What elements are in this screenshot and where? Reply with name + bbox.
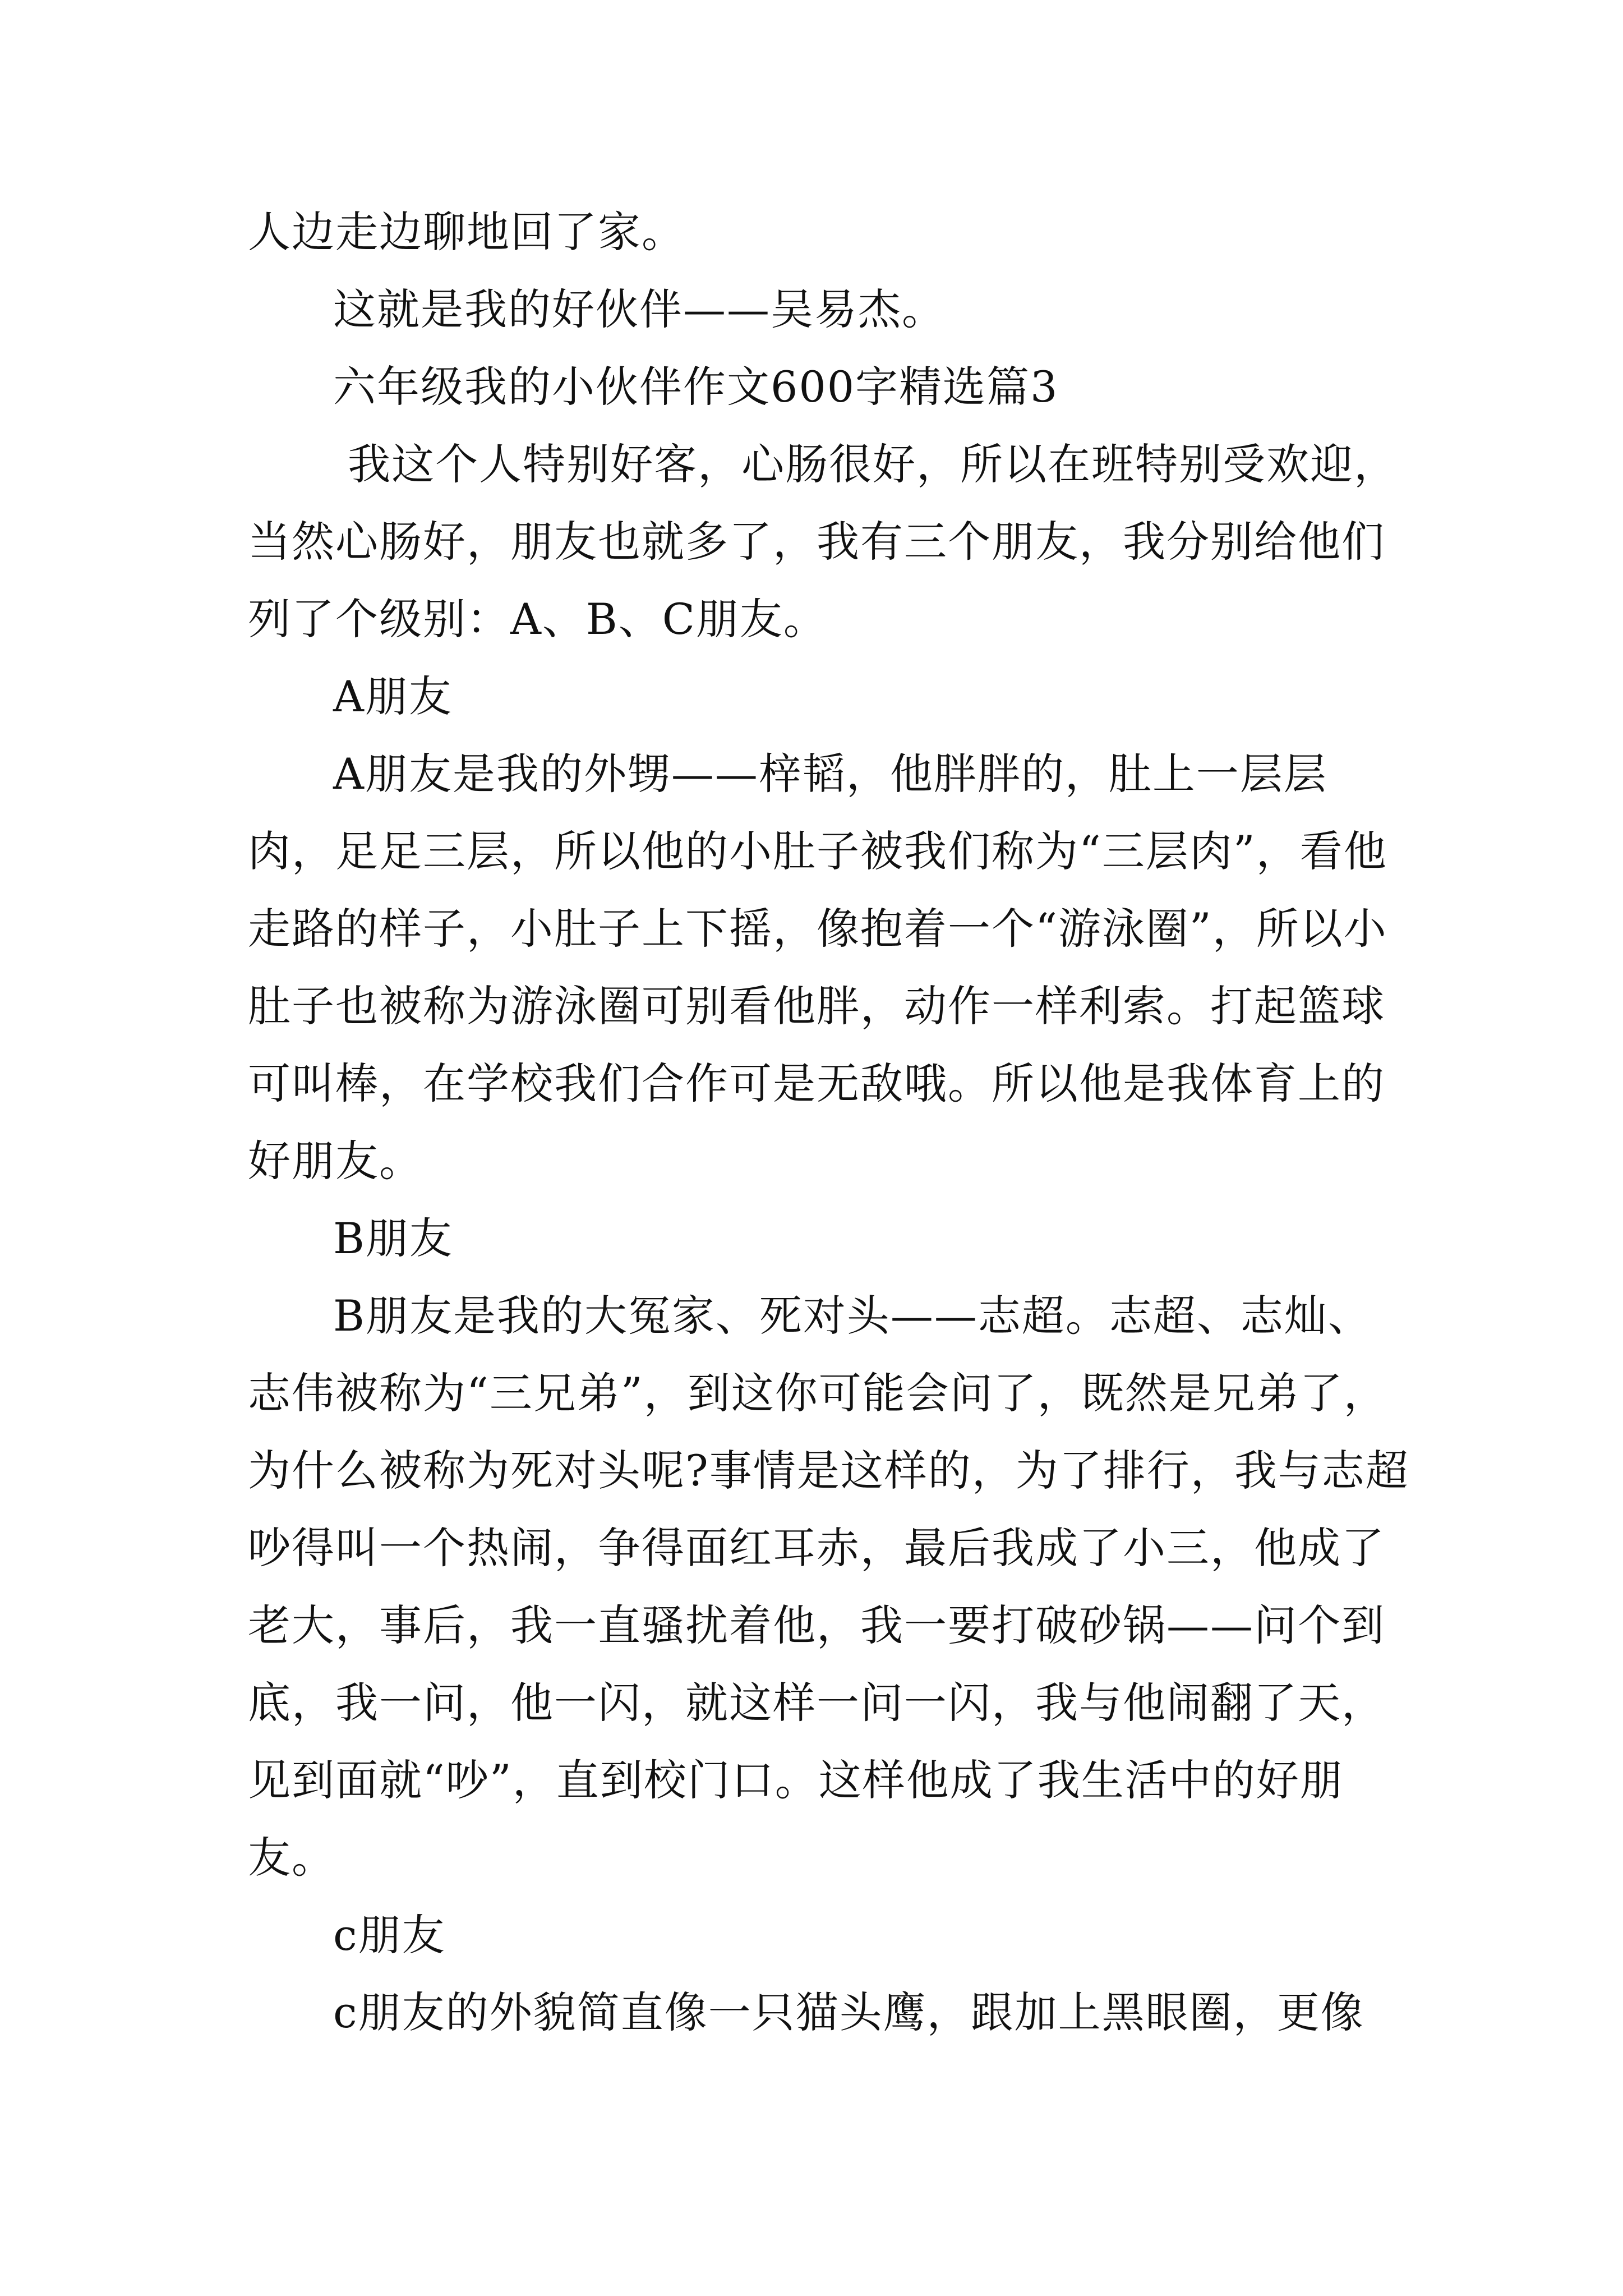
paragraph: A朋友是我的外甥——梓韬，他胖胖的，肚上一层层肉，足足三层，所以他的小肚子被我们称为“三层肉”，看他走路的样子，小肚子上下摇，像抱着一个“游泳圈”，所以小肚子也被称为游泳圈可别看他胖，动作一样利索。打起篮球可叫棒，在学校我们合作可是无敌哦。所以他是我体育上的好朋友。 (248, 749, 1387, 1186)
subheading-b-friend: B朋友 (333, 1213, 453, 1263)
section-heading: 六年级我的小伙伴作文600字精选篇3 (333, 362, 1059, 412)
paragraph: 我这个人特别好客，心肠很好，所以在班特别受欢迎，当然心肠好，朋友也就多了，我有三个朋友，我分别给他们列了个级别：A、B、C朋友。 (248, 439, 1398, 644)
subheading-c-friend: c朋友 (333, 1910, 446, 1960)
paragraph: c朋友的外貌简直像一只猫头鹰，跟加上黑眼圈，更像 (333, 1987, 1364, 2037)
paragraph: B朋友是我的大冤家、死对头——志超。志超、志灿、志伟被称为“三兄弟”，到这你可能会问了，既然是兄弟了，为什么被称为死对头呢?事情是这样的，为了排行，我与志超吵得叫一个热闹，争得面红耳赤，最后我成了小三，他成了老大，事后，我一直骚扰着他，我一要打破砂锅——问个到底，我一问，他一闪，就这样一问一闪，我与他闹翻了天，见到面就“吵”，直到校门口。这样他成了我生活中的好朋友。 (248, 1291, 1409, 1883)
subheading-a-friend: A朋友 (333, 671, 453, 721)
paragraph: 人边走边聊地回了家。 (248, 207, 685, 257)
document-body (248, 194, 1414, 2051)
paragraph: 这就是我的好伙伴——吴易杰。 (333, 284, 946, 334)
